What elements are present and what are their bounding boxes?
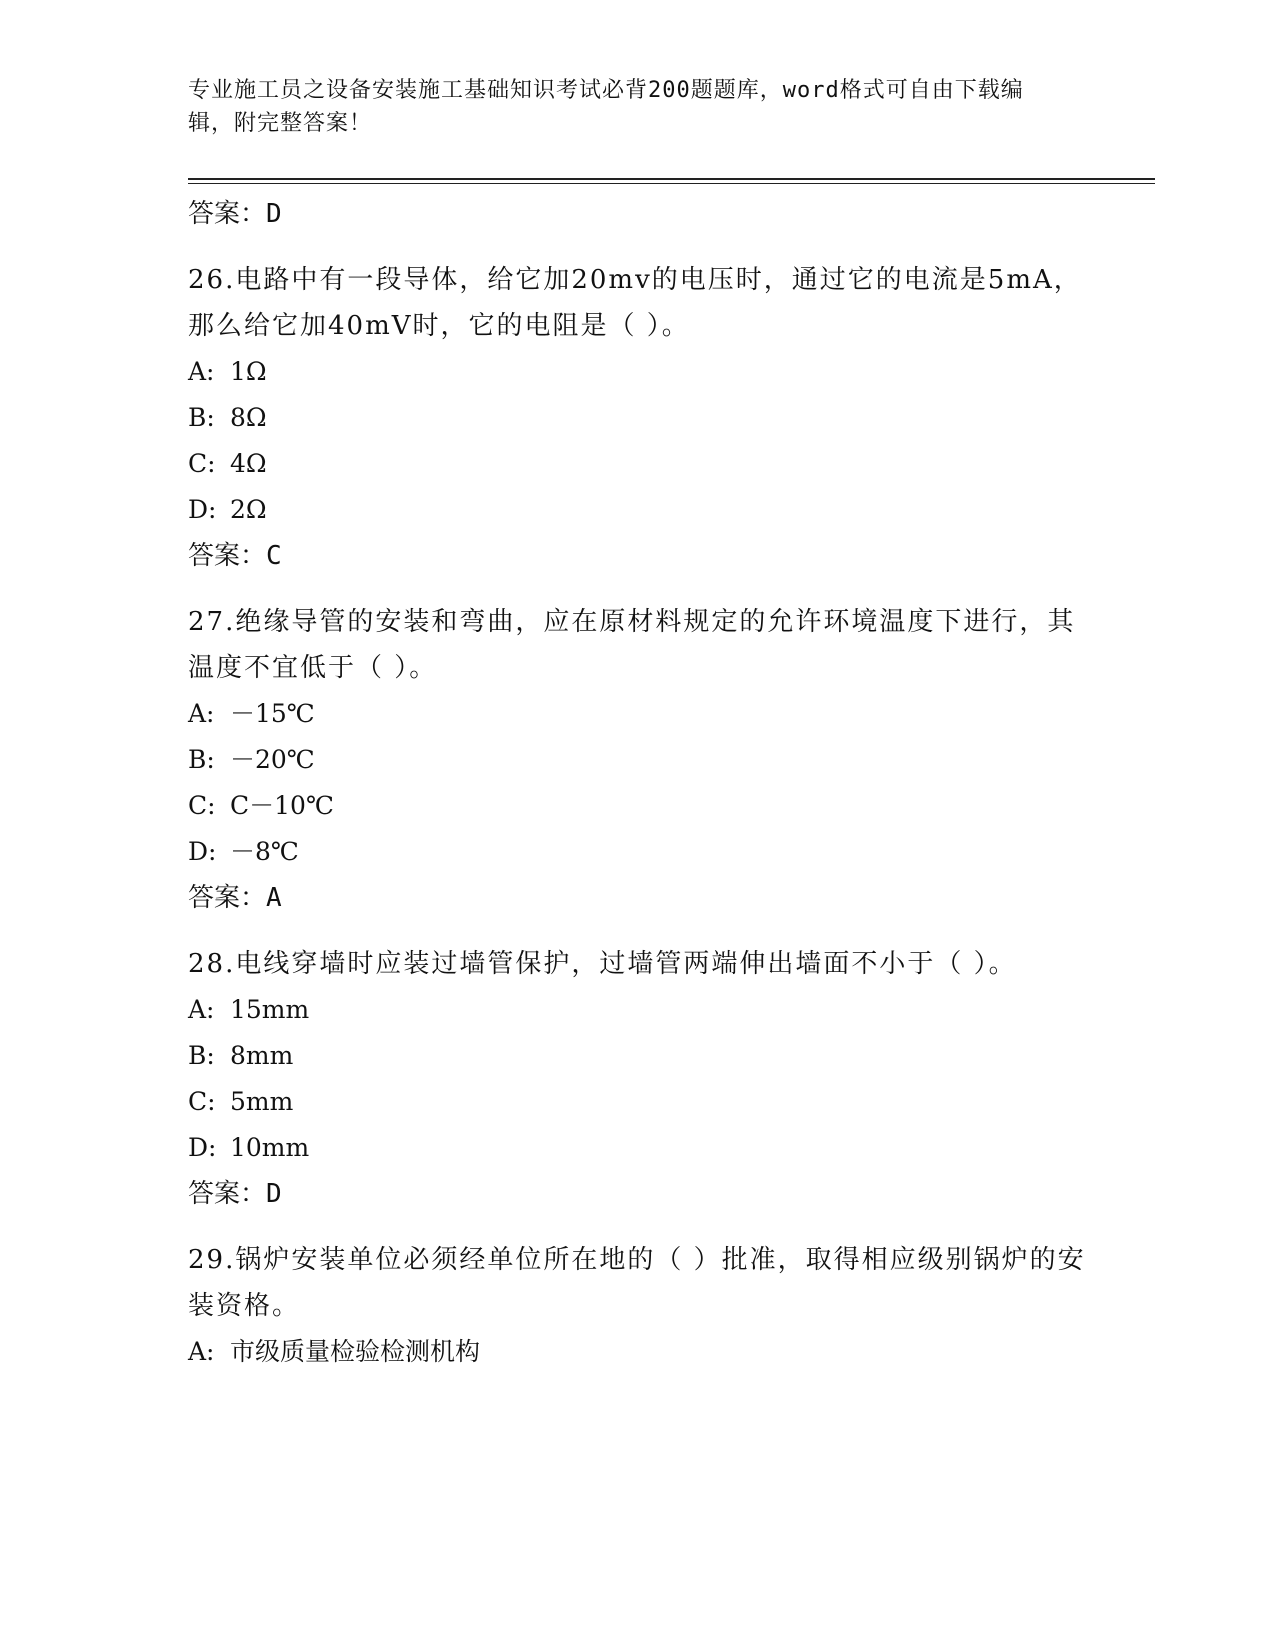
option-text: 15mm (230, 995, 310, 1024)
option-text: 10mm (230, 1133, 310, 1162)
option-letter: A: (188, 357, 215, 386)
option-d (188, 1125, 1088, 1171)
option-text: 2Ω (230, 495, 267, 524)
question-26 (188, 257, 1088, 579)
question-28 (188, 941, 1088, 1217)
option-letter: B: (188, 403, 215, 432)
option-a (188, 691, 1088, 737)
question-stem: 28.电线穿墙时应装过墙管保护，过墙管两端伸出墙面不小于（ ）。 (188, 949, 1017, 979)
option-text: 8Ω (230, 403, 267, 432)
option-letter: D: (188, 837, 217, 866)
header-divider (188, 178, 1155, 180)
option-letter: B: (188, 1041, 215, 1070)
option-text: 8mm (230, 1041, 294, 1070)
question-list (188, 191, 1088, 1375)
question-27 (188, 599, 1088, 921)
answer-line: 答案：D (188, 1179, 282, 1209)
option-d (188, 829, 1088, 875)
option-c (188, 1079, 1088, 1125)
option-letter: C: (188, 791, 216, 820)
option-c (188, 783, 1088, 829)
option-letter: C: (188, 1087, 216, 1116)
option-b (188, 1033, 1088, 1079)
question-stem: 29.锅炉安装单位必须经单位所在地的（ ）批准，取得相应级别锅炉的安装资格。 (188, 1245, 1086, 1321)
header-divider-thin (188, 183, 1155, 184)
option-b (188, 737, 1088, 783)
option-d (188, 487, 1088, 533)
option-letter: D: (188, 1133, 217, 1162)
option-text: 5mm (230, 1087, 294, 1116)
option-text: C－10℃ (230, 791, 334, 820)
option-text: 市级质量检验检测机构 (230, 1337, 481, 1366)
option-text: －20℃ (230, 745, 315, 774)
option-c (188, 441, 1088, 487)
option-letter: A: (188, 1337, 215, 1366)
option-text: 4Ω (230, 449, 267, 478)
answer-line: 答案：C (188, 541, 282, 571)
answer-line: 答案：A (188, 883, 282, 913)
option-a (188, 349, 1088, 395)
question-29 (188, 1237, 1088, 1375)
option-letter: D: (188, 495, 217, 524)
option-letter: B: (188, 745, 215, 774)
document-header: 专业施工员之设备安装施工基础知识考试必背200题题库，word格式可自由下载编辑，附完整答案！ (188, 78, 1024, 136)
option-letter: A: (188, 995, 215, 1024)
option-a (188, 987, 1088, 1033)
option-a (188, 1329, 1088, 1375)
option-letter: A: (188, 699, 215, 728)
question-stem: 26.电路中有一段导体，给它加20mv的电压时，通过它的电流是5mA，那么给它加40mV时，它的电阻是（ ）。 (188, 265, 1082, 341)
option-text: －8℃ (230, 837, 299, 866)
option-text: －15℃ (230, 699, 315, 728)
question-stem: 27.绝缘导管的安装和弯曲，应在原材料规定的允许环境温度下进行，其温度不宜低于（ ）。 (188, 607, 1076, 683)
option-text: 1Ω (230, 357, 267, 386)
option-b (188, 395, 1088, 441)
option-letter: C: (188, 449, 216, 478)
answer-line: 答案：D (188, 199, 282, 229)
